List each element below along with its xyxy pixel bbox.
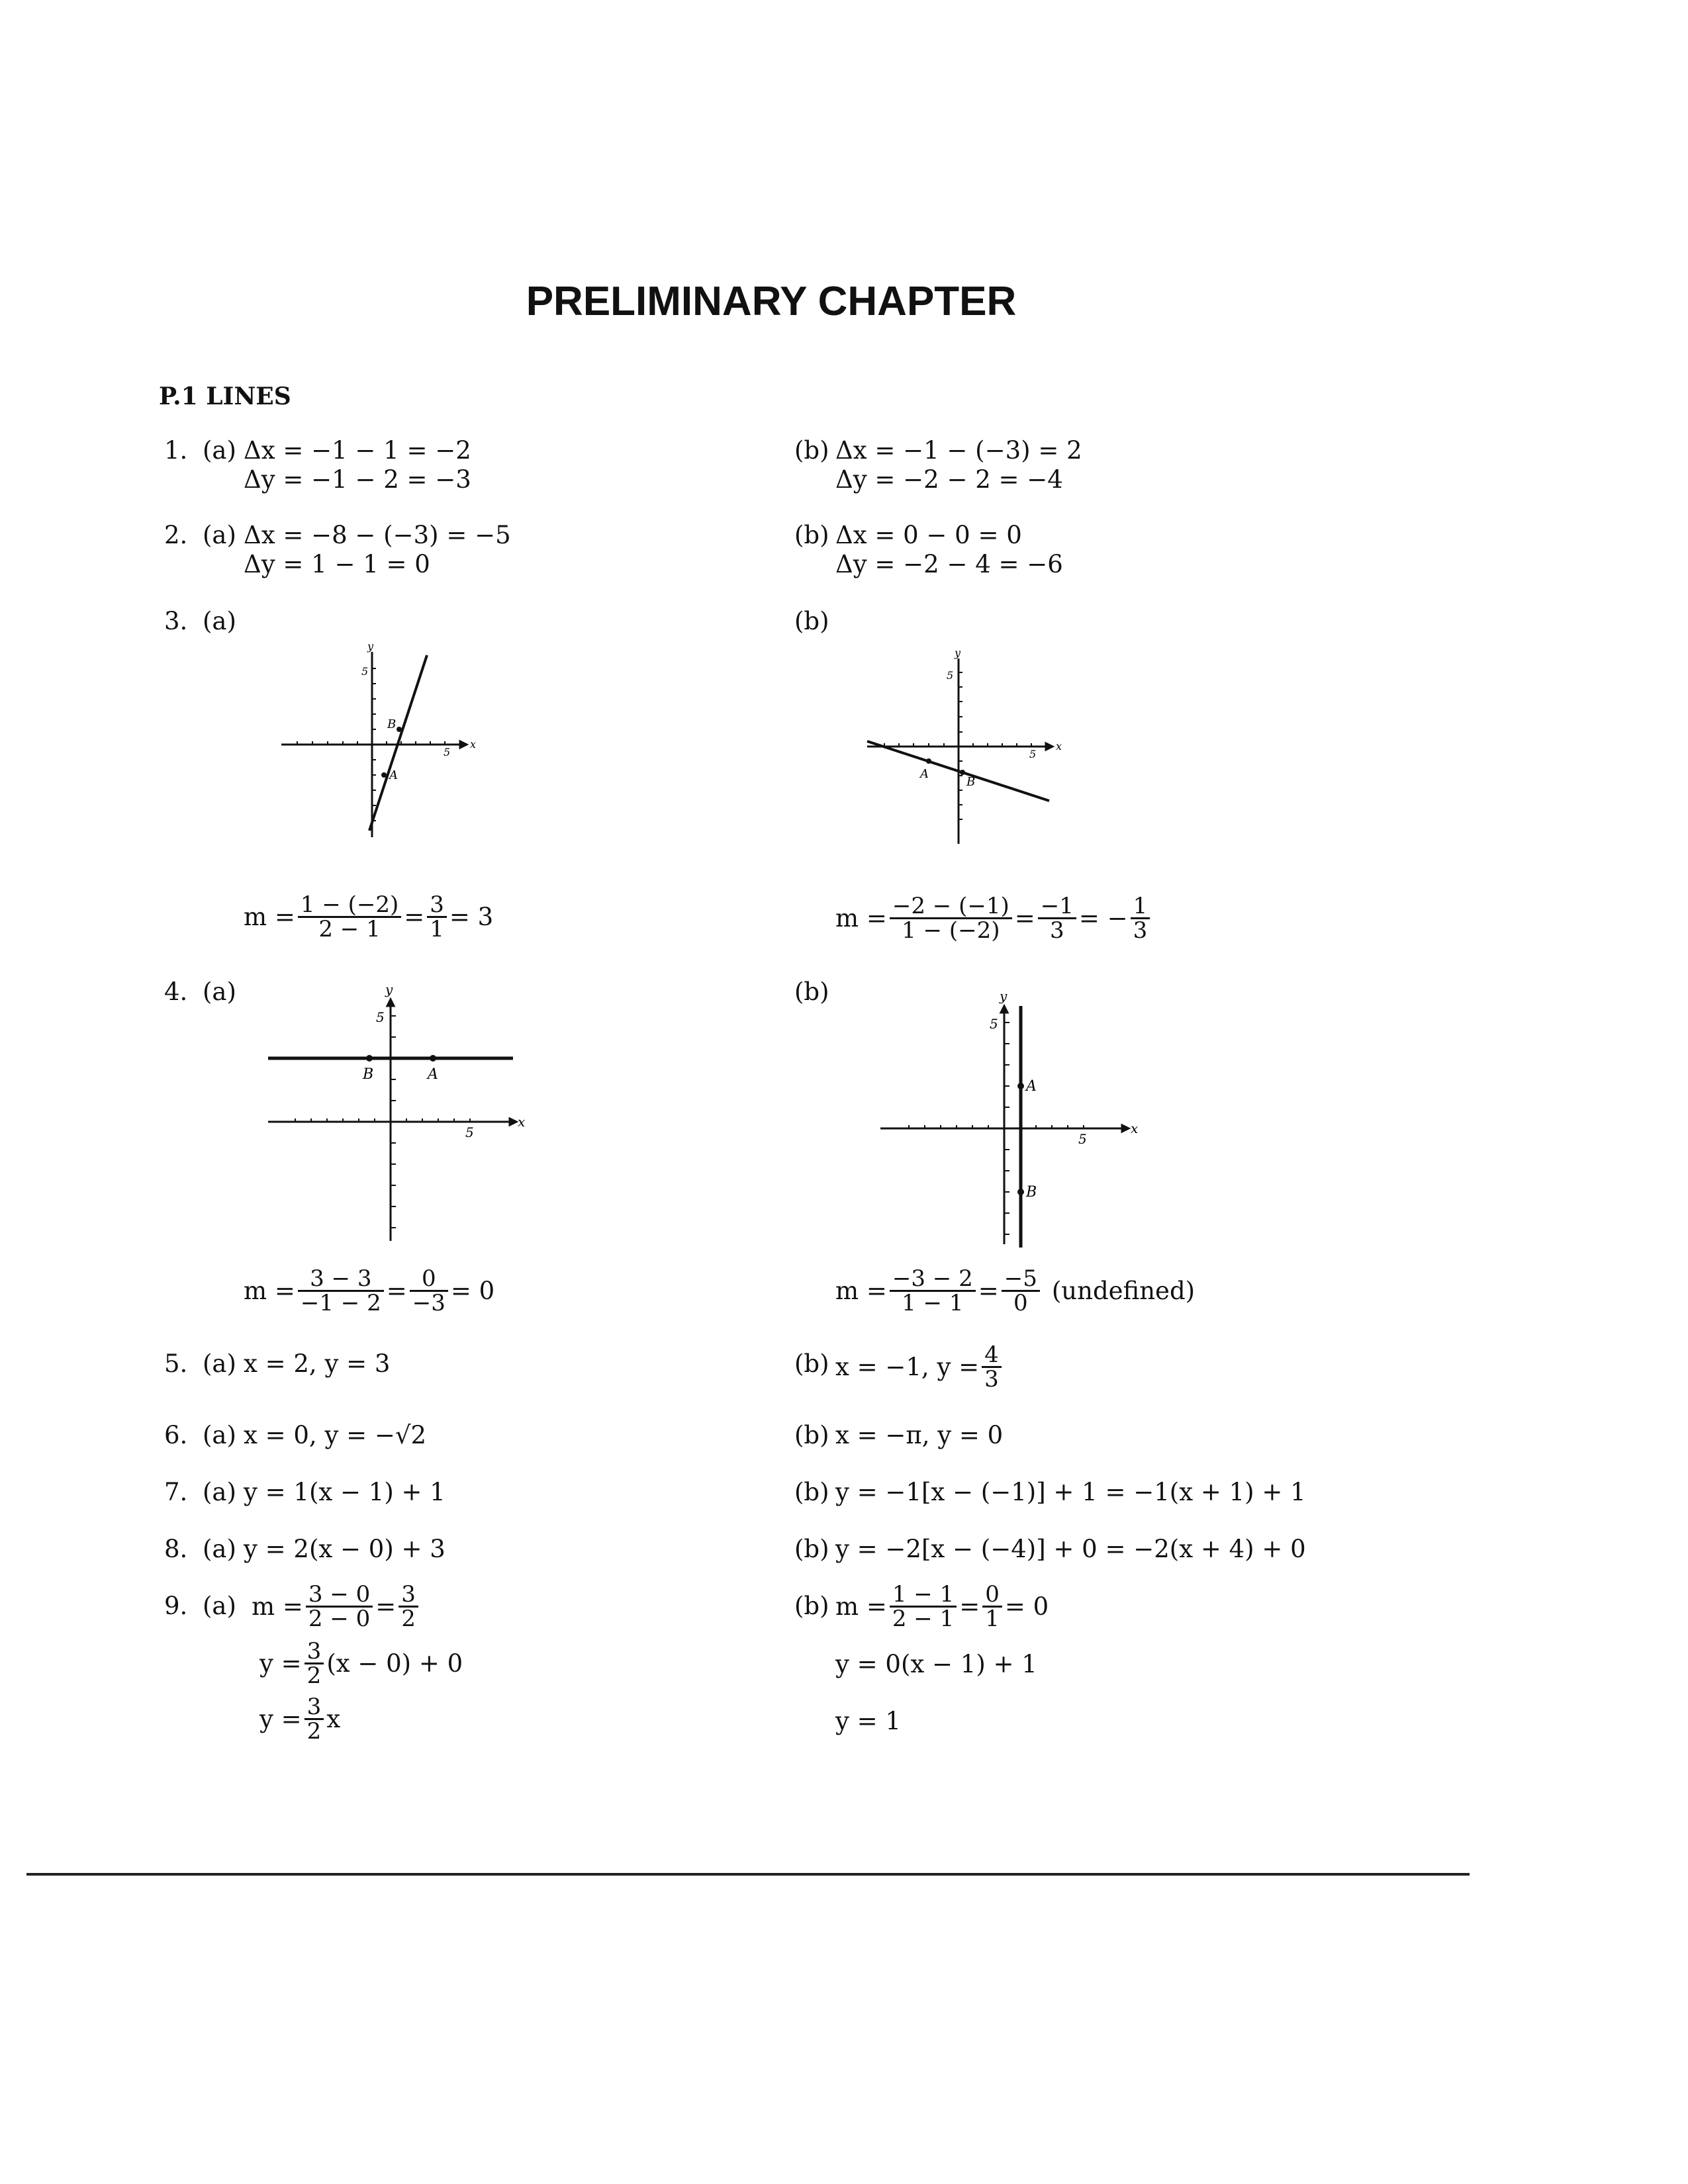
y-axis-label: y <box>385 981 393 997</box>
numerator: −3 − 2 <box>890 1267 976 1292</box>
denominator: 0 <box>1013 1290 1028 1316</box>
formula-text: = 0 <box>1004 1592 1049 1621</box>
graph-4a <box>265 979 543 1244</box>
answer-line: Δx = −1 − (−3) = 2 <box>835 436 1082 465</box>
y-tick-5-label: 5 <box>990 1016 998 1032</box>
answer-line: x = 0, y = −√2 <box>244 1421 427 1449</box>
numerator: 3 − 0 <box>306 1583 373 1608</box>
point-a <box>1017 1083 1024 1089</box>
numerator: −1 <box>1038 895 1076 919</box>
fraction <box>427 893 447 940</box>
answer-line <box>259 1640 463 1687</box>
page-title: PRELIMINARY CHAPTER <box>526 279 1017 324</box>
formula-text: = <box>959 1592 980 1621</box>
numerator: −2 − (−1) <box>890 895 1012 919</box>
fraction <box>890 1267 976 1314</box>
denominator: 1 − 1 <box>902 1290 964 1316</box>
slope-formula-9b <box>835 1583 1049 1630</box>
y-axis-label: y <box>367 640 374 653</box>
y-axis-label: y <box>1000 988 1008 1004</box>
formula-text: m = <box>835 1592 887 1621</box>
formula-text: = <box>978 1277 999 1305</box>
part-label: (a) <box>203 1421 236 1449</box>
denominator: 1 <box>985 1606 1000 1632</box>
part-label: (a) <box>203 521 236 549</box>
fraction <box>890 895 1012 942</box>
x-axis-label: x <box>1056 740 1062 752</box>
problem-number: 5. <box>164 1349 188 1378</box>
problem-number: 3. <box>164 607 188 635</box>
y-axis-arrow <box>1001 1006 1008 1013</box>
y-axis-arrow <box>387 999 394 1006</box>
x-axis-arrow <box>1046 743 1053 750</box>
fraction <box>890 1583 957 1630</box>
horizontal-rule <box>26 1873 1470 1876</box>
part-label: (b) <box>794 1592 829 1620</box>
denominator: 2 − 0 <box>308 1606 371 1632</box>
formula-text: = <box>1014 904 1035 933</box>
fraction <box>1002 1267 1040 1314</box>
problem-number: 1. <box>164 436 188 465</box>
answer-line: x = 2, y = 3 <box>244 1349 391 1378</box>
x-tick-5-label: 5 <box>1029 748 1037 760</box>
point-a-label: A <box>389 768 398 782</box>
part-label: (a) <box>203 1349 236 1378</box>
part-label: (b) <box>794 1349 829 1378</box>
numerator: 4 <box>982 1343 1002 1368</box>
answer-line: y = 0(x − 1) + 1 <box>835 1650 1037 1678</box>
point-a <box>430 1055 436 1062</box>
numerator: 0 <box>410 1267 448 1292</box>
denominator: 2 <box>306 1718 322 1745</box>
y-tick-5-label: 5 <box>376 1009 385 1025</box>
fraction <box>982 1343 1002 1390</box>
part-label: (b) <box>794 1535 829 1563</box>
answer-line: Δy = −1 − 2 = −3 <box>244 465 471 494</box>
point-a-label: A <box>1026 1078 1037 1095</box>
point-b-label: B <box>387 717 397 731</box>
denominator: 1 − (−2) <box>902 917 1000 944</box>
numerator: 3 <box>305 1640 324 1664</box>
part-label: (a) <box>203 436 236 465</box>
point-a-label: A <box>920 767 929 781</box>
x-tick-5-label: 5 <box>444 746 451 758</box>
part-label: (a) <box>203 607 236 635</box>
answer-line <box>259 1696 340 1743</box>
formula-text: (x − 0) + 0 <box>326 1649 463 1678</box>
point-b <box>366 1055 373 1062</box>
answer-line <box>835 1343 1004 1390</box>
fraction <box>305 1640 324 1687</box>
slope-formula-3a <box>244 893 493 940</box>
x-axis-label: x <box>470 738 477 751</box>
part-label: (b) <box>794 978 829 1006</box>
slope-formula-4a <box>244 1267 494 1314</box>
formula-text: m = <box>835 904 887 933</box>
answer-line: y = 2(x − 0) + 3 <box>244 1535 445 1563</box>
denominator: 2 <box>401 1606 416 1632</box>
problem-number: 6. <box>164 1421 188 1449</box>
denominator: 1 <box>430 916 444 942</box>
numerator: 1 <box>1131 895 1150 919</box>
denominator: 2 − 1 <box>892 1606 955 1632</box>
fraction <box>982 1583 1002 1630</box>
denominator: −3 <box>412 1290 445 1316</box>
numerator: 1 − 1 <box>890 1583 957 1608</box>
answer-line: Δx = −1 − 1 = −2 <box>244 436 471 465</box>
graph-3a <box>278 642 490 841</box>
fraction <box>298 893 401 940</box>
denominator: 2 − 1 <box>318 916 381 942</box>
point-b-label: B <box>966 775 976 789</box>
numerator: 3 − 3 <box>298 1267 384 1292</box>
denominator: 2 <box>306 1662 322 1689</box>
line-through-a-b <box>369 655 427 831</box>
point-b <box>397 727 402 732</box>
denominator: 3 <box>1049 917 1064 944</box>
formula-text: m = <box>252 1592 303 1621</box>
x-axis-arrow <box>1122 1125 1129 1132</box>
answer-line: Δx = −8 − (−3) = −5 <box>244 521 511 549</box>
part-label: (b) <box>794 607 829 635</box>
point-b-label: B <box>363 1066 374 1083</box>
point-b <box>1017 1189 1024 1195</box>
fraction <box>1131 895 1150 942</box>
x-tick-5-label: 5 <box>1078 1131 1087 1147</box>
graph-4b <box>874 986 1152 1251</box>
fraction <box>298 1267 384 1314</box>
x-axis-arrow <box>510 1118 516 1125</box>
answer-line: y = −2[x − (−4)] + 0 = −2(x + 4) + 0 <box>835 1535 1306 1563</box>
numerator: 0 <box>982 1583 1002 1608</box>
problem-number: 2. <box>164 521 188 549</box>
formula-text: = 0 <box>450 1277 495 1305</box>
problem-number: 7. <box>164 1478 188 1506</box>
denominator: 3 <box>1133 917 1148 944</box>
problem-number: 4. <box>164 978 188 1006</box>
part-label: (a) <box>203 1478 236 1506</box>
formula-text: m = <box>244 1277 295 1305</box>
slope-formula-3b <box>835 895 1152 942</box>
formula-text: = − <box>1078 904 1128 933</box>
y-tick-5-label: 5 <box>947 669 954 682</box>
x-tick-5-label: 5 <box>465 1124 474 1140</box>
numerator: 3 <box>399 1583 418 1608</box>
formula-text: = <box>404 903 425 931</box>
answer-line: y = −1[x − (−1)] + 1 = −1(x + 1) + 1 <box>835 1478 1306 1506</box>
answer-line: x = −π, y = 0 <box>835 1421 1004 1449</box>
part-label: (b) <box>794 436 829 465</box>
formula-text: y = <box>259 1705 302 1733</box>
numerator: 1 − (−2) <box>298 893 401 918</box>
numerator: 3 <box>427 893 447 918</box>
formula-text: x = −1, y = <box>835 1353 980 1381</box>
point-a <box>381 772 387 778</box>
y-axis-label: y <box>955 647 961 659</box>
part-label: (b) <box>794 521 829 549</box>
formula-text: m = <box>244 903 295 931</box>
slope-formula-9a <box>252 1583 421 1630</box>
part-label: (b) <box>794 1421 829 1449</box>
part-label: (a) <box>203 978 236 1006</box>
point-a <box>926 758 931 764</box>
formula-text: (undefined) <box>1051 1277 1196 1305</box>
formula-text: y = <box>259 1649 302 1678</box>
fraction <box>1038 895 1076 942</box>
formula-text: = 3 <box>449 903 494 931</box>
answer-line: Δy = 1 − 1 = 0 <box>244 550 430 578</box>
fraction <box>410 1267 448 1314</box>
part-label: (b) <box>794 1478 829 1506</box>
answer-line: Δy = −2 − 4 = −6 <box>835 550 1063 578</box>
denominator: 3 <box>984 1366 999 1392</box>
part-label: (a) <box>203 1535 236 1563</box>
x-axis-label: x <box>1131 1120 1139 1136</box>
answer-line: Δy = −2 − 2 = −4 <box>835 465 1063 494</box>
formula-text: = <box>386 1277 407 1305</box>
graph-3b <box>861 649 1072 847</box>
answer-line: y = 1 <box>835 1707 901 1735</box>
answer-line: Δx = 0 − 0 = 0 <box>835 521 1022 549</box>
formula-text: x <box>326 1705 341 1733</box>
fraction <box>306 1583 373 1630</box>
point-a-label: A <box>428 1066 438 1083</box>
section-heading: P.1 LINES <box>159 383 291 410</box>
numerator: 3 <box>305 1696 324 1720</box>
numerator: −5 <box>1002 1267 1040 1292</box>
slope-formula-4b <box>835 1267 1195 1314</box>
part-label: (a) <box>203 1592 236 1620</box>
problem-number: 9. <box>164 1592 188 1620</box>
x-axis-arrow <box>460 741 467 748</box>
fraction <box>305 1696 324 1743</box>
answer-line: y = 1(x − 1) + 1 <box>244 1478 445 1506</box>
problem-number: 8. <box>164 1535 188 1563</box>
denominator: −1 − 2 <box>300 1290 381 1316</box>
point-b-label: B <box>1026 1184 1037 1201</box>
formula-text: = <box>375 1592 397 1621</box>
y-tick-5-label: 5 <box>361 665 369 678</box>
point-b <box>960 770 965 775</box>
fraction <box>399 1583 418 1630</box>
formula-text: m = <box>835 1277 887 1305</box>
x-axis-label: x <box>518 1114 526 1130</box>
